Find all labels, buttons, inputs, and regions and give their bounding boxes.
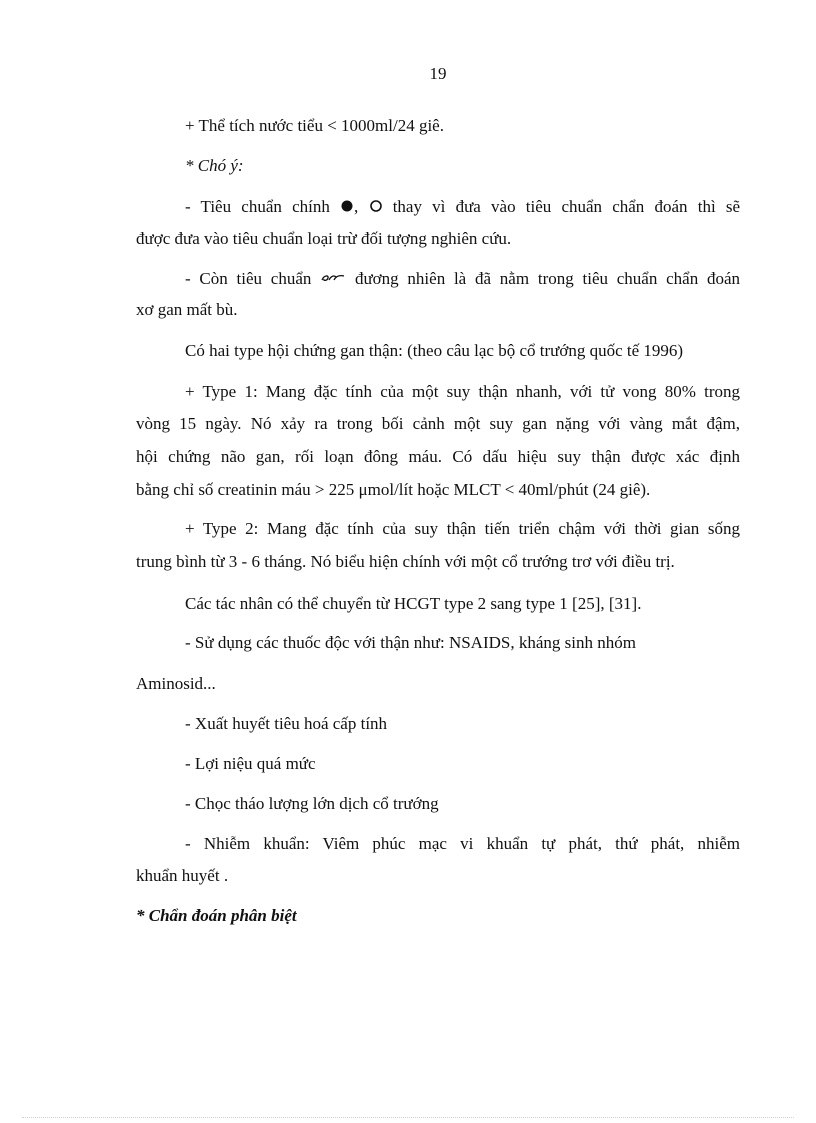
paragraph-type2-line2: trung bình từ 3 - 6 tháng. Nó biểu hiện chính với một cổ trướng trơ với điều trị. (136, 552, 675, 571)
list-item-infection-line1: - Nhiễm khuẩn: Viêm phúc mạc vi khuẩn tự phát, thứ phát, nhiễm (185, 834, 740, 853)
paragraph-main-criteria-line1: - Tiêu chuẩn chính , thay vì đưa vào tiêu chuẩn chẩn đoán thì sẽ (185, 196, 740, 219)
list-item-nephrotoxic-drugs-cont: Aminosid... (136, 674, 216, 693)
section-heading-differential: * Chẩn đoán phân biệt (136, 906, 297, 925)
open-circle-icon (369, 197, 383, 219)
script-er-glyph (320, 269, 346, 291)
list-item-infection-line2: khuẩn huyết . (136, 866, 229, 885)
note-heading: * Chó ý: (185, 156, 244, 175)
list-item-diuresis: - Lợi niệu quá mức (185, 754, 316, 773)
paragraph-other-criteria-line2: xơ gan mất bù. (136, 300, 238, 319)
page-number: 19 (429, 64, 447, 83)
paragraph-main-criteria-line2: được đưa vào tiêu chuẩn loại trừ đối tượng nghiên cứu. (136, 229, 512, 248)
paragraph-agents: Các tác nhân có thể chuyển từ HCGT type 2 sang type 1 [25], [31]. (185, 594, 642, 613)
paragraph-hrs-types: Có hai type hội chứng gan thận: (theo câu lạc bộ cổ trướng quốc tế 1996) (185, 341, 684, 360)
other-criteria-text-start: - Còn tiêu chuẩn (185, 269, 312, 288)
list-item-gi-bleeding: - Xuất huyết tiêu hoá cấp tính (185, 714, 388, 733)
paragraph-type1-line3: hội chứng não gan, rối loạn đông máu. Có dấu hiệu suy thận được xác định (136, 447, 740, 466)
paragraph-type1-line2: vòng 15 ngày. Nó xảy ra trong bối cảnh một suy gan nặng với vàng mắt đậm, (136, 414, 740, 433)
list-item-nephrotoxic-drugs: - Sử dụng các thuốc độc với thận như: NSAIDS, kháng sinh nhóm (185, 633, 636, 652)
paragraph-type2-line1: + Type 2: Mang đặc tính của suy thận tiến triển chậm với thời gian sống (185, 519, 740, 538)
paragraph-type1-line1: + Type 1: Mang đặc tính của một suy thận nhanh, với tử vong 80% trong (185, 382, 740, 401)
main-criteria-text-end: thay vì đưa vào tiêu chuẩn chẩn đoán thì sẽ (392, 197, 741, 216)
main-criteria-text-start: - Tiêu chuẩn chính (185, 197, 330, 216)
paragraph-urine-volume: + Thể tích nước tiểu < 1000ml/24 giê. (185, 116, 444, 135)
page-bottom-divider (22, 1117, 794, 1118)
list-item-paracentesis: - Chọc tháo lượng lớn dịch cổ trướng (185, 794, 439, 813)
paragraph-other-criteria-line1 (185, 268, 740, 291)
paragraph-type1-line4: bằng chỉ số creatinin máu > 225 μmol/lít hoặc MLCT < 40ml/phút (24 giê). (136, 480, 651, 499)
other-criteria-text-end: đương nhiên là đã nằm trong tiêu chuẩn chẩn đoán (354, 269, 741, 288)
filled-circle-icon (340, 197, 354, 219)
